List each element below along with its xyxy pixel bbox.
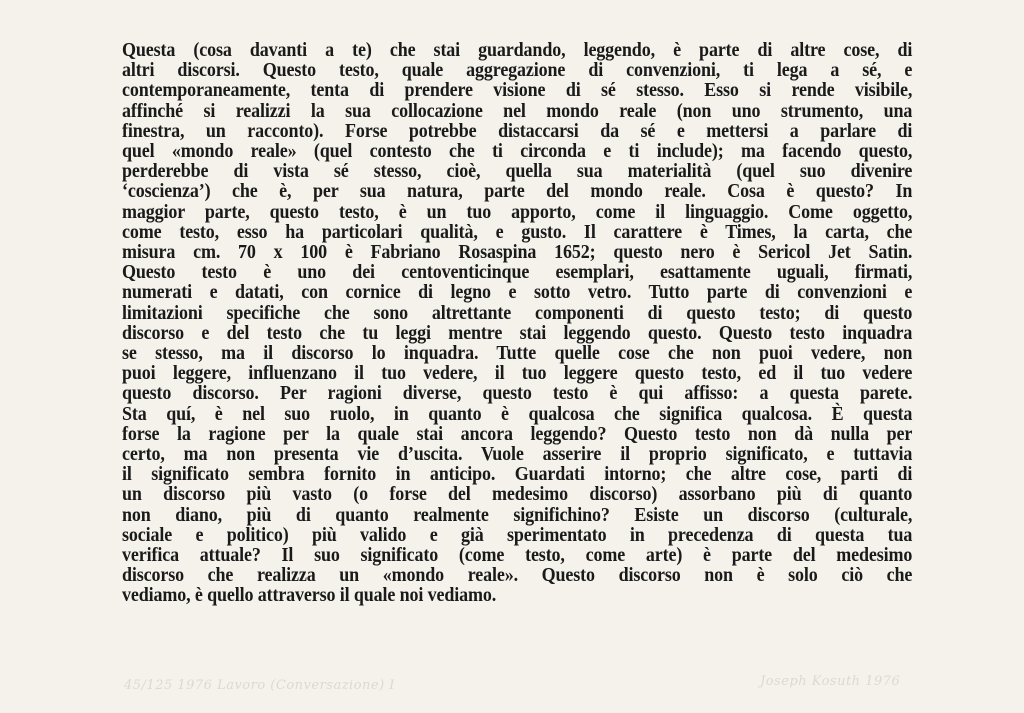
text-line: affinché si realizzi la sua collocazione nel mondo reale (non uno strumento, una: [122, 100, 913, 122]
pencil-edition-annotation: 45/125 1976 Lavoro (Conversazione) I: [124, 678, 395, 693]
text-line: discorso che realizza un «mondo reale». Questo discorso non è solo ciò che: [122, 565, 913, 587]
text-line: quel «mondo reale» (quel contesto che ti circonda e ti include); ma facendo questo,: [122, 141, 913, 163]
printed-text-block: [122, 40, 913, 607]
text-line: discorso e del testo che tu leggi mentre stai leggendo questo. Questo testo inquadra: [122, 322, 913, 344]
text-line: forse la ragione per la quale stai ancora leggendo? Questo testo non dà nulla per: [122, 423, 913, 445]
text-line: contemporaneamente, tenta di prendere visione di sé stesso. Esso si rende visibile,: [122, 80, 913, 102]
text-line: maggior parte, questo testo, è un tuo apporto, come il linguaggio. Come oggetto,: [122, 201, 913, 223]
pencil-signature: Joseph Kosuth 1976: [760, 674, 901, 689]
text-line: non diano, più di quanto realmente significhino? Esiste un discorso (culturale,: [122, 504, 913, 526]
text-line: vediamo, è quello attraverso il quale noi vediamo.: [122, 585, 497, 607]
text-line: limitazioni specifiche che sono altrettante componenti di questo testo; di questo: [122, 302, 913, 324]
text-line: se stesso, ma il discorso lo inquadra. Tutte quelle cose che non puoi vedere, non: [122, 343, 913, 365]
text-line: il significato sembra fornito in anticipo. Guardati intorno; che altre cose, parti di: [122, 464, 913, 486]
text-line: puoi leggere, influenzano il tuo vedere, il tuo leggere questo testo, ed il tuo vedere: [122, 363, 913, 385]
text-line: perderebbe di vista sé stesso, cioè, quella sua materialità (quel suo divenire: [122, 161, 913, 183]
text-line: un discorso più vasto (o forse del medesimo discorso) assorbano più di quanto: [122, 484, 913, 506]
text-line: Sta quí, è nel suo ruolo, in quanto è qualcosa che significa qualcosa. È questa: [122, 403, 913, 425]
text-line: sociale e politico) più valido e già sperimentato in precedenza di questa tua: [122, 524, 913, 546]
text-line: Questo testo è uno dei centoventicinque esemplari, esattamente uguali, firmati,: [122, 262, 913, 284]
text-line: misura cm. 70 x 100 è Fabriano Rosaspina 1652; questo nero è Sericol Jet Satin.: [122, 242, 913, 264]
text-line: ‘coscienza’) che è, per sua natura, parte del mondo reale. Cosa è questo? In: [122, 181, 913, 203]
text-line: numerati e datati, con cornice di legno e sotto vetro. Tutto parte di convenzioni e: [122, 282, 913, 304]
text-line: altri discorsi. Questo testo, quale aggregazione di convenzioni, ti lega a sé, e: [122, 60, 913, 82]
text-line: finestra, un racconto). Forse potrebbe distaccarsi da sé e mettersi a parlare di: [122, 120, 913, 142]
text-line: come testo, esso ha particolari qualità, e gusto. Il carattere è Times, la carta, che: [122, 221, 913, 243]
text-line: questo discorso. Per ragioni diverse, questo testo è qui affisso: a questa parete.: [122, 383, 913, 405]
text-line: Questa (cosa davanti a te) che stai guardando, leggendo, è parte di altre cose, di: [122, 40, 913, 61]
text-line: certo, ma non presenta vie d’uscita. Vuole asserire il proprio significato, e tuttavia: [122, 444, 913, 466]
text-line: verifica attuale? Il suo significato (come testo, come arte) è parte del medesimo: [122, 545, 913, 567]
